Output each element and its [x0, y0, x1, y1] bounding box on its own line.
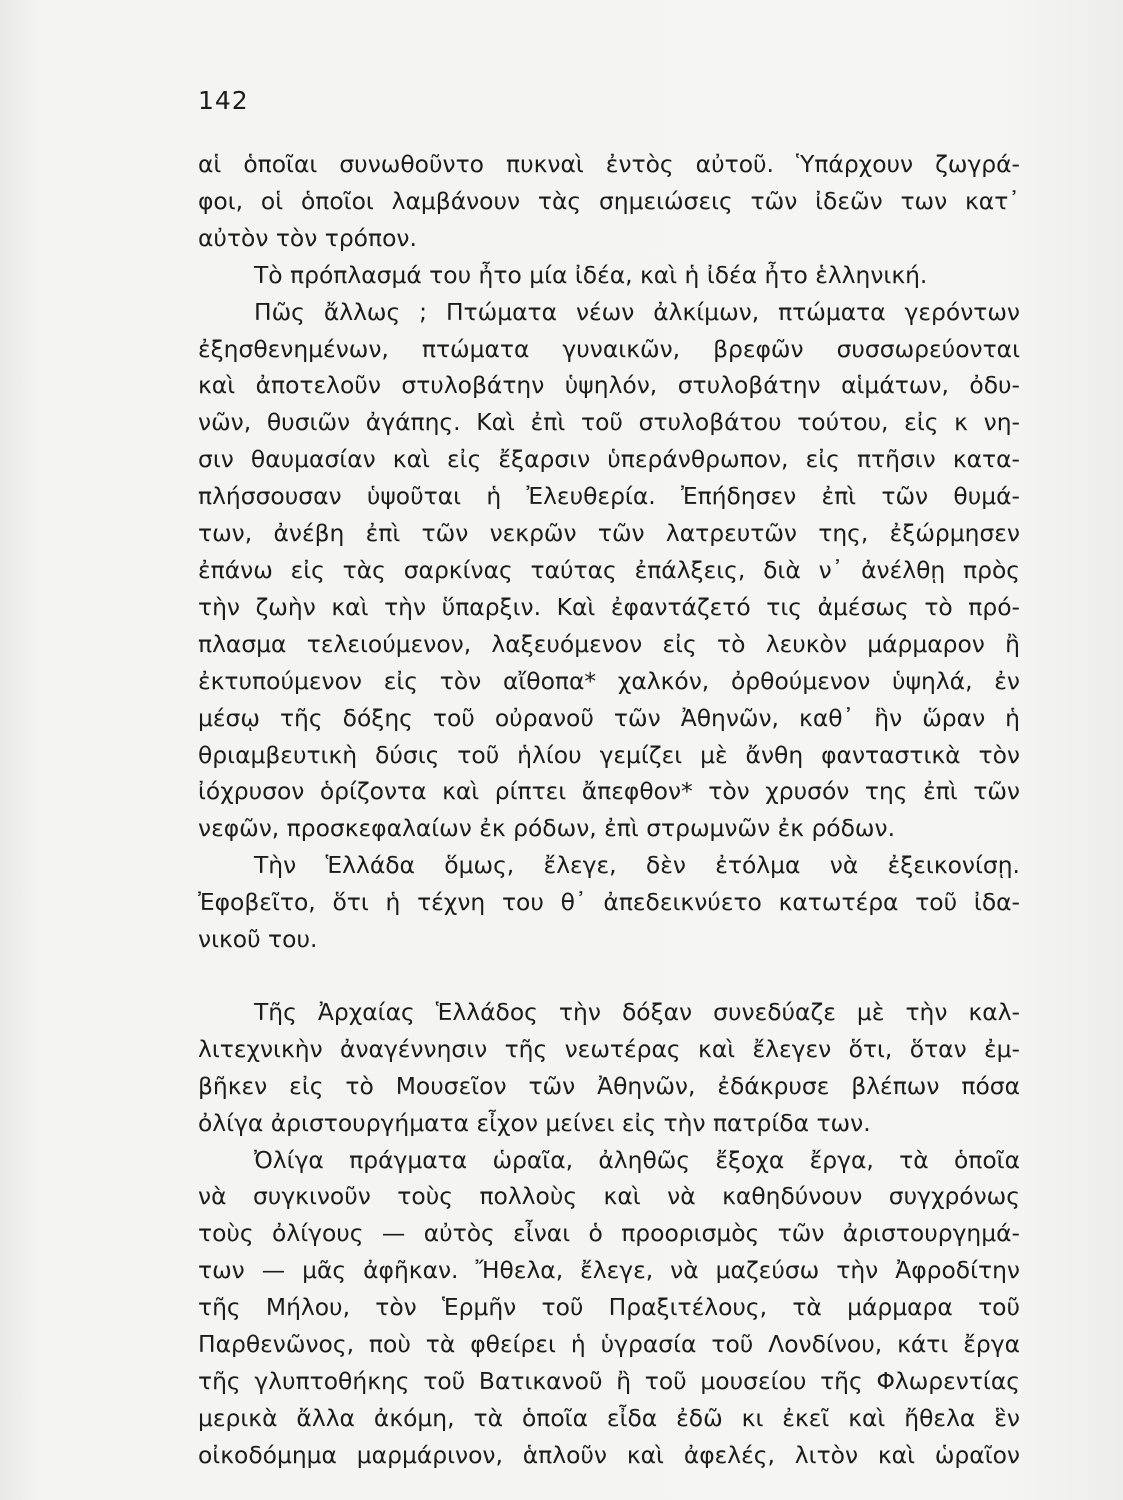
paragraph-1: [198, 146, 1020, 257]
paragraph-2: [198, 257, 1020, 294]
text-line: Παρθενῶνος, ποὺ τὰ φθείρει ἡ ὑγρασία τοῦ Λονδίνου, κάτι ἔργα: [198, 1330, 1020, 1359]
text-line: ἐκτυπούμενον εἰς τὸν αἴθοπα* χαλκόν, ὀρθούμενον ὑψηλά, ἐν: [198, 666, 1020, 695]
text-line: των, ἀνέβη ἐπὶ τῶν νεκρῶν τῶν λατρευτῶν της, ἐξώρμησεν: [198, 519, 1020, 548]
text-line: ὀλίγα ἀριστουργήματα εἶχον μείνει εἰς τὴν πατρίδα των.: [198, 1108, 871, 1137]
text-line: Τὴν Ἑλλάδα ὅμως, ἔλεγε, δὲν ἐτόλμα νὰ ἐξεικονίσῃ.: [254, 851, 1020, 880]
paragraph-3: [198, 294, 1020, 848]
text-line: καὶ ἀποτελοῦν στυλοβάτην ὑψηλόν, στυλοβάτην αἱμάτων, ὀδυ-: [198, 371, 1020, 400]
text-line: ἐξησθενημένων, πτώματα γυναικῶν, βρεφῶν συσσωρεύονται: [198, 334, 1020, 363]
text-line: πλασμα τελειούμενον, λαξευόμενον εἰς τὸ λευκὸν μάρμαρον ἢ: [198, 629, 1020, 658]
text-line: νεφῶν, προσκεφαλαίων ἐκ ρόδων, ἐπὶ στρωμνῶν ἐκ ρόδων.: [198, 814, 896, 843]
text-line: αἱ ὁποῖαι συνωθοῦντο πυκναὶ ἐντὸς αὐτοῦ. Ὑπάρχουν ζωγρά-: [198, 150, 1020, 178]
text-line: θριαμβευτικὴ δύσις τοῦ ἡλίου γεμίζει μὲ ἄνθη φανταστικὰ τὸν: [198, 740, 1020, 769]
text-line: ἐπάνω εἰς τὰς σαρκίνας ταύτας ἐπάλξεις, διὰ ν᾿ ἀνέλθῃ πρὸς: [198, 555, 1020, 584]
text-line: Τὸ πρόπλασμά του ἦτο μία ἰδέα, καὶ ἡ ἰδέα ἦτο ἑλληνική.: [254, 260, 928, 289]
text-line: οἰκοδόμημα μαρμάρινον, ἁπλοῦν καὶ ἀφελές, λιτὸν καὶ ὡραῖον: [198, 1440, 1020, 1469]
text-line: νῶν, θυσιῶν ἀγάπης. Καὶ ἐπὶ τοῦ στυλοβάτου τούτου, εἰς κ νη-: [198, 408, 1020, 437]
text-line: φοι, οἱ ὁποῖοι λαμβάνουν τὰς σημειώσεις τῶν ἰδεῶν των κατ᾿: [198, 186, 1020, 215]
text-line: Τῆς Ἀρχαίας Ἑλλάδος τὴν δόξαν συνεδύαζε μὲ τὴν καλ-: [254, 997, 1020, 1026]
text-line: νικοῦ του.: [198, 925, 318, 954]
text-line: βῆκεν εἰς τὸ Μουσεῖον τῶν Ἀθηνῶν, ἐδάκρυσε βλέπων πόσα: [198, 1071, 1020, 1100]
body-text: [198, 146, 1020, 1474]
text-line: μερικὰ ἄλλα ἀκόμη, τὰ ὁποῖα εἶδα ἐδῶ κι ἐκεῖ καὶ ἤθελα ἓν: [198, 1403, 1020, 1432]
text-line: Ἐφοβεῖτο, ὅτι ἡ τέχνη του θ᾿ ἀπεδεικνύετο κατωτέρα τοῦ ἰδα-: [198, 888, 1020, 917]
text-line: αὐτὸν τὸν τρόπον.: [198, 223, 417, 252]
paragraph-gap: [198, 958, 1020, 994]
text-line: Πῶς ἄλλως ; Πτώματα νέων ἀλκίμων, πτώματα γερόντων: [254, 297, 1020, 326]
text-line: νὰ συγκινοῦν τοὺς πολλοὺς καὶ νὰ καθηδύνουν συγχρόνως: [198, 1182, 1020, 1211]
text-line: τῆς Μήλου, τὸν Ἑρμῆν τοῦ Πραξιτέλους, τὰ μάρμαρα τοῦ: [198, 1293, 1020, 1322]
text-line: σιν θαυμασίαν καὶ εἰς ἔξαρσιν ὑπεράνθρωπον, εἰς πτῆσιν κατα-: [198, 445, 1020, 474]
paragraph-6: [198, 1142, 1020, 1474]
text-line: τὴν ζωὴν καὶ τὴν ὕπαρξιν. Καὶ ἐφαντάζετό τις ἀμέσως τὸ πρό-: [198, 592, 1020, 621]
page-number: 142: [198, 86, 249, 115]
text-line: τῆς γλυπτοθήκης τοῦ Βατικανοῦ ἢ τοῦ μουσείου τῆς Φλωρεντίας: [198, 1367, 1020, 1395]
paragraph-4: [198, 847, 1020, 958]
text-line: μέσῳ τῆς δόξης τοῦ οὐρανοῦ τῶν Ἀθηνῶν, καθ᾿ ἣν ὥραν ἡ: [198, 703, 1020, 732]
text-line: πλήσσουσαν ὑψοῦται ἡ Ἐλευθερία. Ἐπήδησεν ἐπὶ τῶν θυμά-: [198, 482, 1020, 511]
paragraph-5: [198, 994, 1020, 1142]
text-line: Ὀλίγα πράγματα ὡραῖα, ἀληθῶς ἔξοχα ἔργα, τὰ ὁποῖα: [254, 1145, 1020, 1174]
text-line: τοὺς ὀλίγους — αὐτὸς εἶναι ὁ προορισμὸς τῶν ἀριστουργημά-: [198, 1219, 1020, 1248]
text-line: λιτεχνικὴν ἀναγέννησιν τῆς νεωτέρας καὶ ἔλεγεν ὅτι, ὅταν ἐμ-: [198, 1034, 1020, 1063]
text-line: ἰόχρυσον ὁρίζοντα καὶ ρίπτει ἄπεφθον* τὸν χρυσόν της ἐπὶ τῶν: [198, 777, 1020, 806]
text-line: των — μᾶς ἀφῆκαν. Ἤθελα, ἔλεγε, νὰ μαζεύσω τὴν Ἀφροδίτην: [198, 1256, 1020, 1285]
